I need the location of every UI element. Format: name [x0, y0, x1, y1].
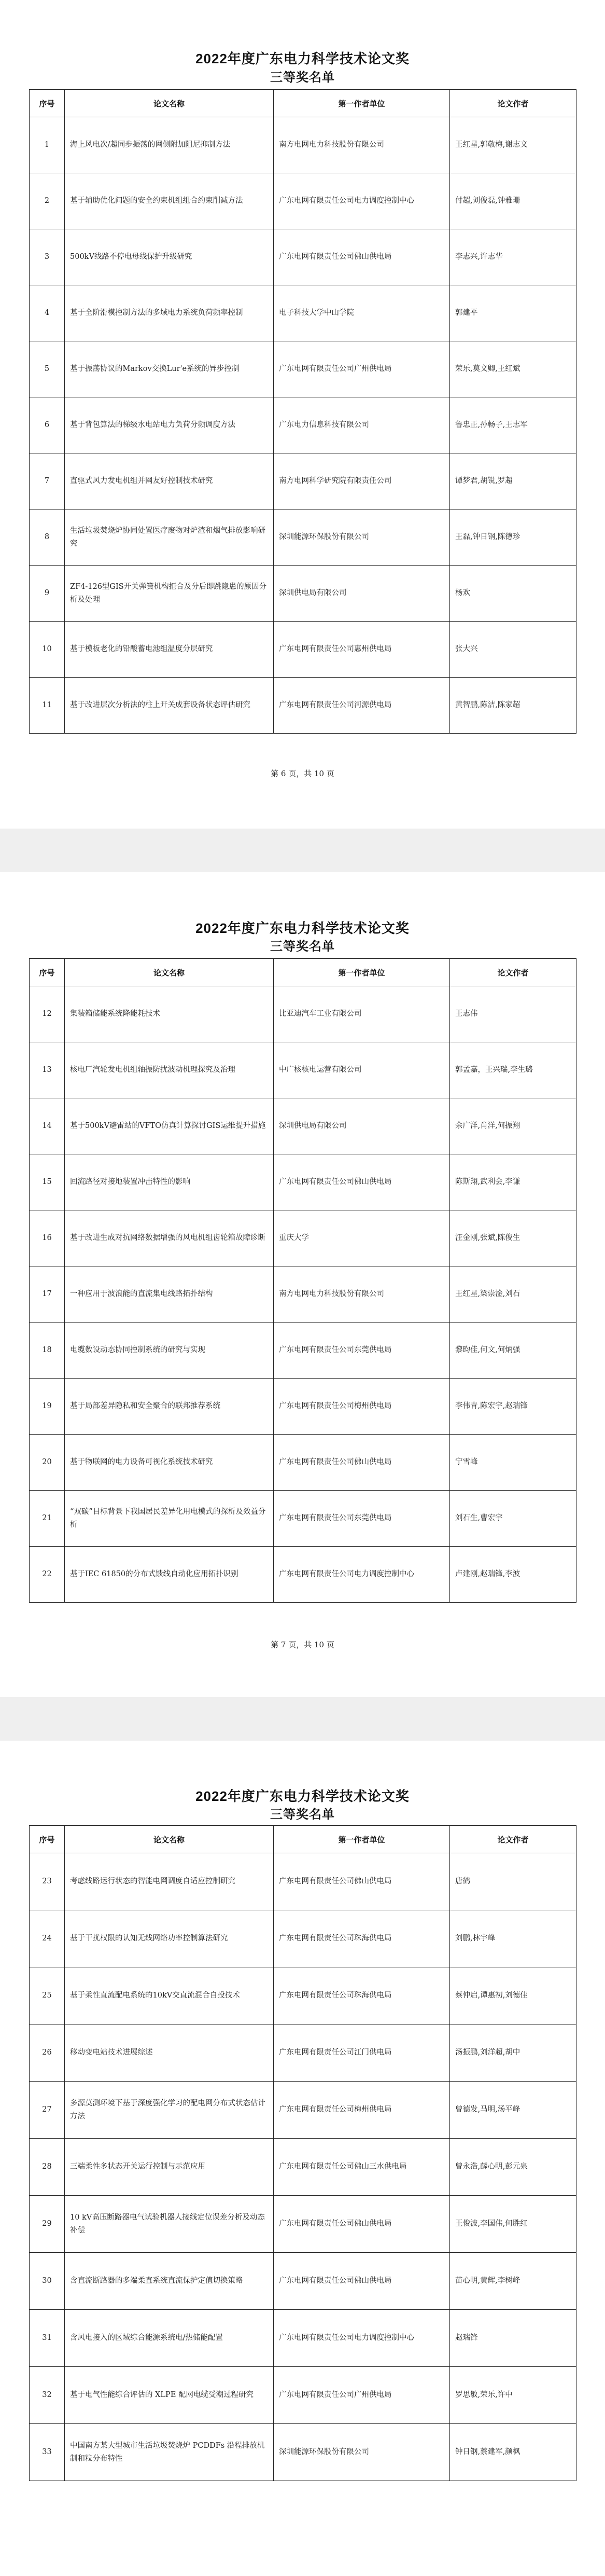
cell-paper-title: 基于辅助优化问题的安全约束机组组合约束削减方法: [65, 173, 274, 229]
table-row: [30, 1379, 576, 1435]
table-row: [30, 1266, 576, 1323]
cell-authors: 王志伟: [450, 986, 576, 1042]
cell-no: 30: [30, 2253, 65, 2310]
cell-paper-title: 三端柔性多状态开关运行控制与示范应用: [65, 2139, 274, 2196]
cell-unit: 广东电网有限责任公司电力调度控制中心: [274, 2310, 450, 2367]
cell-authors: 郭建平: [450, 285, 576, 341]
cell-paper-title: 基于柔性直流配电系统的10kV交直流混合自投技术: [65, 1967, 274, 2024]
cell-paper-title: 基于干扰权限的认知无线网络功率控制算法研究: [65, 1910, 274, 1967]
cell-no: 11: [30, 678, 65, 734]
cell-authors: 荣乐,莫文卿,王红斌: [450, 341, 576, 397]
header-title: 论文名称: [65, 1826, 274, 1853]
cell-unit: 广东电网有限责任公司佛山供电局: [274, 2253, 450, 2310]
table-row: [30, 1323, 576, 1379]
cell-unit: 广东电网有限责任公司电力调度控制中心: [274, 1547, 450, 1603]
table-row: [30, 285, 576, 341]
cell-paper-title: ZF4-126型GIS开关弹簧机构拒合及分后即跳隐患的原因分析及处理: [65, 566, 274, 622]
cell-authors: 黄智鹏,陈洁,陈家超: [450, 678, 576, 734]
table-row: [30, 397, 576, 453]
cell-unit: 广东电网有限责任公司河源供电局: [274, 678, 450, 734]
cell-paper-title: 集装箱储能系统降能耗技术: [65, 986, 274, 1042]
cell-unit: 广东电网有限责任公司广州供电局: [274, 341, 450, 397]
document-page: [0, 1741, 605, 2576]
cell-no: 4: [30, 285, 65, 341]
cell-authors: 陈斯翔,武利会,李谦: [450, 1154, 576, 1210]
table-body: [30, 986, 576, 1603]
cell-authors: 汪金刚,张斌,陈俊生: [450, 1210, 576, 1266]
cell-authors: 张大兴: [450, 622, 576, 678]
cell-no: 21: [30, 1491, 65, 1547]
header-authors: 论文作者: [450, 959, 576, 986]
page-subtitle: 三等奖名单: [270, 1808, 335, 1822]
cell-authors: 王俊波,李国伟,何胜红: [450, 2196, 576, 2253]
awards-table: [29, 958, 576, 1603]
table-row: [30, 986, 576, 1042]
table-body: [30, 117, 576, 734]
cell-paper-title: 基于电气性能综合评估的 XLPE 配网电缆受潮过程研究: [65, 2367, 274, 2424]
table-row: [30, 678, 576, 734]
table-header-row: [30, 1826, 576, 1853]
cell-unit: 比亚迪汽车工业有限公司: [274, 986, 450, 1042]
cell-no: 23: [30, 1853, 65, 1910]
cell-unit: 南方电网电力科技股份有限公司: [274, 1266, 450, 1323]
cell-unit: 广东电网有限责任公司珠海供电局: [274, 1967, 450, 2024]
cell-no: 33: [30, 2424, 65, 2481]
awards-table: [29, 1825, 576, 2481]
table-row: [30, 1547, 576, 1603]
cell-unit: 重庆大学: [274, 1210, 450, 1266]
cell-authors: 王磊,钟日钢,陈德珍: [450, 509, 576, 566]
table-row: [30, 2139, 576, 2196]
header-title: 论文名称: [65, 959, 274, 986]
cell-paper-title: 回流路径对接地装置冲击特性的影响: [65, 1154, 274, 1210]
cell-unit: 广东电网有限责任公司电力调度控制中心: [274, 173, 450, 229]
cell-authors: 钟日钢,蔡建军,颜枫: [450, 2424, 576, 2481]
cell-no: 5: [30, 341, 65, 397]
cell-paper-title: 考虑线路运行状态的智能电网调度自适应控制研究: [65, 1853, 274, 1910]
table-row: [30, 1154, 576, 1210]
cell-paper-title: 电缆数设动态协同控制系统的研究与实现: [65, 1323, 274, 1379]
cell-no: 32: [30, 2367, 65, 2424]
cell-authors: 卢建刚,赵瑞锋,李波: [450, 1547, 576, 1603]
cell-authors: 宁雪峰: [450, 1435, 576, 1491]
cell-authors: 李志兴,许志华: [450, 229, 576, 285]
header-unit: 第一作者单位: [274, 959, 450, 986]
table-row: [30, 1098, 576, 1154]
page-title: 2022年度广东电力科学技术论文奖: [195, 51, 410, 66]
cell-no: 26: [30, 2024, 65, 2082]
cell-no: 20: [30, 1435, 65, 1491]
table-body: [30, 1853, 576, 2481]
cell-unit: 南方电网电力科技股份有限公司: [274, 117, 450, 173]
header-unit: 第一作者单位: [274, 90, 450, 117]
cell-authors: 李伟青,陈宏宇,赵瑞锋: [450, 1379, 576, 1435]
cell-no: 7: [30, 453, 65, 509]
cell-paper-title: 10 kV高压断路器电气试验机器人接线定位误差分析及动态补偿: [65, 2196, 274, 2253]
table-row: [30, 566, 576, 622]
cell-unit: 中广核核电运营有限公司: [274, 1042, 450, 1098]
cell-authors: 谭梦君,胡锐,罗超: [450, 453, 576, 509]
table-row: [30, 1910, 576, 1967]
table-row: [30, 1491, 576, 1547]
cell-unit: 广东电网有限责任公司佛山供电局: [274, 229, 450, 285]
cell-authors: 赵瑞锋: [450, 2310, 576, 2367]
cell-paper-title: 直驱式风力发电机组并网友好控制技术研究: [65, 453, 274, 509]
cell-authors: 蔡仲启,谭惠初,刘德佳: [450, 1967, 576, 2024]
cell-paper-title: “双碳”目标背景下我国居民差异化用电模式的探析及效益分析: [65, 1491, 274, 1547]
cell-unit: 深圳供电局有限公司: [274, 1098, 450, 1154]
cell-authors: 曾德发,马明,汤平峰: [450, 2082, 576, 2139]
cell-unit: 广东电网有限责任公司梅州供电局: [274, 1379, 450, 1435]
cell-authors: 郭孟嘉，王兴瑞,李生璐: [450, 1042, 576, 1098]
cell-no: 27: [30, 2082, 65, 2139]
cell-paper-title: 多源莫测环境下基于深度强化学习的配电网分布式状态估计方法: [65, 2082, 274, 2139]
header-authors: 论文作者: [450, 1826, 576, 1853]
cell-paper-title: 基于背包算法的梯级水电站电力负荷分频调度方法: [65, 397, 274, 453]
page-subtitle: 三等奖名单: [270, 71, 335, 85]
cell-authors: 刘鹏,林宇峰: [450, 1910, 576, 1967]
cell-paper-title: 基于改进层次分析法的柱上开关成套设备状态评估研究: [65, 678, 274, 734]
header-no: 序号: [30, 90, 65, 117]
cell-paper-title: 基于局部差异隐私和安全聚合的联邦推荐系统: [65, 1379, 274, 1435]
cell-unit: 广东电网有限责任公司佛山供电局: [274, 1853, 450, 1910]
table-row: [30, 622, 576, 678]
cell-no: 14: [30, 1098, 65, 1154]
cell-authors: 唐鹤: [450, 1853, 576, 1910]
document-page: [0, 0, 605, 829]
header-no: 序号: [30, 1826, 65, 1853]
cell-unit: 南方电网科学研究院有限责任公司: [274, 453, 450, 509]
cell-authors: 刘石生,曹宏宇: [450, 1491, 576, 1547]
cell-authors: 王红星,梁崇淦,刘石: [450, 1266, 576, 1323]
cell-no: 16: [30, 1210, 65, 1266]
cell-unit: 电子科技大学中山学院: [274, 285, 450, 341]
table-row: [30, 1967, 576, 2024]
page-footer: 第 7 页，共 10 页: [271, 1640, 334, 1649]
table-row: [30, 229, 576, 285]
cell-no: 25: [30, 1967, 65, 2024]
table-row: [30, 2024, 576, 2082]
cell-unit: 广东电网有限责任公司佛山三水供电局: [274, 2139, 450, 2196]
cell-unit: 广东电网有限责任公司东莞供电局: [274, 1491, 450, 1547]
table-row: [30, 509, 576, 566]
cell-no: 13: [30, 1042, 65, 1098]
cell-authors: 苗心明,黄辉,李树峰: [450, 2253, 576, 2310]
page-footer: 第 6 页，共 10 页: [271, 769, 334, 778]
cell-paper-title: 基于500kV避雷站的VFTO仿真计算探讨GIS运维提升措施: [65, 1098, 274, 1154]
table-row: [30, 1853, 576, 1910]
cell-no: 15: [30, 1154, 65, 1210]
table-row: [30, 2424, 576, 2481]
cell-authors: 黎昀佳,何文,何炳强: [450, 1323, 576, 1379]
cell-unit: 深圳能源环保股份有限公司: [274, 2424, 450, 2481]
table-row: [30, 341, 576, 397]
cell-paper-title: 500kV线路不停电母线保护升级研究: [65, 229, 274, 285]
table-header-row: [30, 90, 576, 117]
cell-paper-title: 一种应用于波浪能的直流集电线路拓扑结构: [65, 1266, 274, 1323]
cell-authors: 罗思敏,荣乐,许中: [450, 2367, 576, 2424]
cell-paper-title: 移动变电站技术进展综述: [65, 2024, 274, 2082]
table-row: [30, 117, 576, 173]
cell-unit: 广东电网有限责任公司梅州供电局: [274, 2082, 450, 2139]
cell-paper-title: 含直流断路器的多端柔直系统直流保护定值切换策略: [65, 2253, 274, 2310]
cell-paper-title: 生活垃圾焚烧炉协同处置医疗废物对炉渣和烟气排放影响研究: [65, 509, 274, 566]
cell-unit: 广东电力信息科技有限公司: [274, 397, 450, 453]
cell-no: 19: [30, 1379, 65, 1435]
cell-unit: 深圳供电局有限公司: [274, 566, 450, 622]
cell-no: 9: [30, 566, 65, 622]
cell-unit: 广东电网有限责任公司佛山供电局: [274, 2196, 450, 2253]
cell-no: 6: [30, 397, 65, 453]
cell-authors: 杨欢: [450, 566, 576, 622]
awards-table: [29, 89, 576, 734]
cell-no: 8: [30, 509, 65, 566]
cell-authors: 王红星,郭敬梅,谢志文: [450, 117, 576, 173]
cell-unit: 广东电网有限责任公司广州供电局: [274, 2367, 450, 2424]
cell-paper-title: 基于IEC 61850的分布式馈线自动化应用拓扑识别: [65, 1547, 274, 1603]
cell-authors: 付超,刘俊磊,钟雅珊: [450, 173, 576, 229]
cell-unit: 广东电网有限责任公司珠海供电局: [274, 1910, 450, 1967]
table-row: [30, 1210, 576, 1266]
cell-no: 3: [30, 229, 65, 285]
cell-authors: 曾永浩,薛心明,彭元泉: [450, 2139, 576, 2196]
cell-unit: 广东电网有限责任公司江门供电局: [274, 2024, 450, 2082]
cell-unit: 深圳能源环保股份有限公司: [274, 509, 450, 566]
cell-no: 12: [30, 986, 65, 1042]
cell-no: 29: [30, 2196, 65, 2253]
cell-paper-title: 中国南方某大型城市生活垃圾焚烧炉 PCDDFs 沿程排放机制和粒分布特性: [65, 2424, 274, 2481]
cell-paper-title: 基于改进生成对抗网络数据增强的风电机组齿轮箱故障诊断: [65, 1210, 274, 1266]
table-header-row: [30, 959, 576, 986]
cell-no: 18: [30, 1323, 65, 1379]
cell-unit: 广东电网有限责任公司惠州供电局: [274, 622, 450, 678]
cell-no: 22: [30, 1547, 65, 1603]
table-row: [30, 173, 576, 229]
header-title: 论文名称: [65, 90, 274, 117]
cell-paper-title: 核电厂汽轮发电机组轴振防扰波动机理探究及治理: [65, 1042, 274, 1098]
table-row: [30, 2310, 576, 2367]
cell-paper-title: 含风电接入的区域综合能源系统电/热储能配置: [65, 2310, 274, 2367]
cell-no: 2: [30, 173, 65, 229]
document-page: [0, 872, 605, 1697]
table-row: [30, 1435, 576, 1491]
page-title: 2022年度广东电力科学技术论文奖: [195, 920, 410, 936]
cell-no: 1: [30, 117, 65, 173]
cell-paper-title: 基于振荡协议的Markov交换Lur'e系统的异步控制: [65, 341, 274, 397]
header-authors: 论文作者: [450, 90, 576, 117]
page-title: 2022年度广东电力科学技术论文奖: [195, 1788, 410, 1804]
cell-no: 10: [30, 622, 65, 678]
page-subtitle: 三等奖名单: [270, 940, 335, 954]
header-unit: 第一作者单位: [274, 1826, 450, 1853]
cell-paper-title: 基于全阶滑模控制方法的多域电力系统负荷频率控制: [65, 285, 274, 341]
cell-paper-title: 基于模板老化的铅酸蓄电池组温度分层研究: [65, 622, 274, 678]
cell-authors: 汤振鹏,刘洋超,胡中: [450, 2024, 576, 2082]
cell-unit: 广东电网有限责任公司东莞供电局: [274, 1323, 450, 1379]
header-no: 序号: [30, 959, 65, 986]
cell-no: 28: [30, 2139, 65, 2196]
cell-unit: 广东电网有限责任公司佛山供电局: [274, 1154, 450, 1210]
table-row: [30, 2196, 576, 2253]
cell-authors: 余广洋,肖洋,何振翔: [450, 1098, 576, 1154]
table-row: [30, 2253, 576, 2310]
table-row: [30, 453, 576, 509]
cell-paper-title: 海上风电次/超同步振荡的网侧附加阻尼抑制方法: [65, 117, 274, 173]
cell-authors: 鲁忠正,孙畅子,王志军: [450, 397, 576, 453]
cell-no: 24: [30, 1910, 65, 1967]
cell-paper-title: 基于物联网的电力设备可视化系统技术研究: [65, 1435, 274, 1491]
cell-unit: 广东电网有限责任公司佛山供电局: [274, 1435, 450, 1491]
cell-no: 31: [30, 2310, 65, 2367]
table-row: [30, 2082, 576, 2139]
table-row: [30, 1042, 576, 1098]
table-row: [30, 2367, 576, 2424]
cell-no: 17: [30, 1266, 65, 1323]
